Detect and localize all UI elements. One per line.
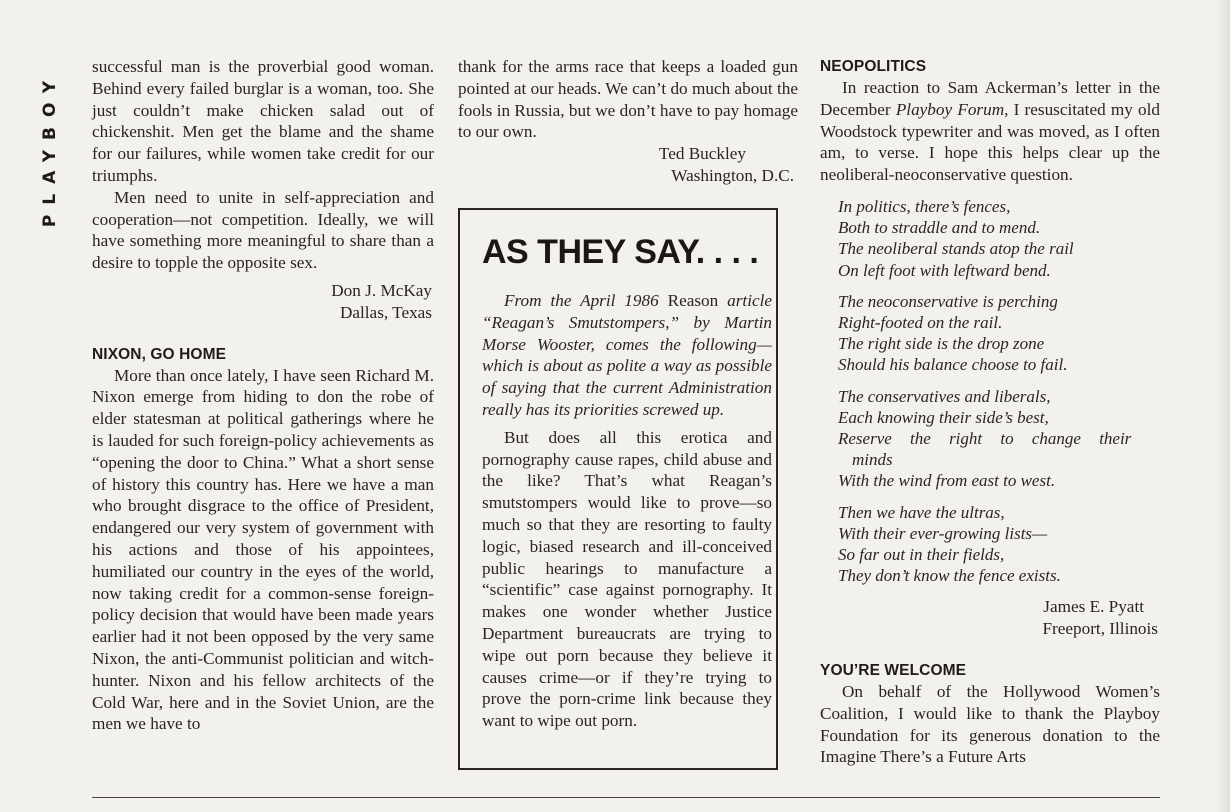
poem-line: minds xyxy=(852,450,893,470)
letter-paragraph: In reaction to Sam Ackerman’s letter in the December Playboy Forum, I resuscitated my old Woodstock typewriter and was moved, as I often am, to verse. I hope this helps clear up the neoliberal-neoconservative question. xyxy=(820,78,1160,185)
masthead-vertical xyxy=(38,54,62,244)
poem-line: The neoliberal stands atop the rail xyxy=(838,239,1074,259)
letter-paragraph: thank for the arms race that keeps a loaded gun pointed at our heads. We can’t do much about the fools in Russia, but we don’t have to pay homage to our own. xyxy=(458,57,798,142)
poem-line: They don’t know the fence exists. xyxy=(838,566,1061,586)
poem-line: The conservatives and liberals, xyxy=(838,386,1051,406)
poem-stanza xyxy=(838,291,1160,376)
column-2 xyxy=(458,56,798,187)
signature-name: Don J. McKay xyxy=(331,280,432,300)
letter-signature xyxy=(92,280,432,324)
sidebar-box xyxy=(458,208,778,770)
poem-line: Each knowing their side’s best, xyxy=(838,407,1049,427)
section-heading: NIXON, GO HOME xyxy=(92,345,227,363)
poem-line: Both to straddle and to mend. xyxy=(838,218,1041,238)
letter-signature xyxy=(820,596,1158,640)
poem-line: Reserve the right to change their xyxy=(838,429,1132,449)
poem-stanza xyxy=(838,196,1160,281)
section-heading: YOU’RE WELCOME xyxy=(820,662,967,680)
poem-stanza xyxy=(838,502,1160,587)
signature-name: James E. Pyatt xyxy=(1043,597,1144,617)
letter-paragraph: Men need to unite in self-appreciation and cooperation—not competition. Ideally, we will have something more meaningful to share than a desire to topple the opposite sex. xyxy=(92,187,434,273)
letter-signature xyxy=(458,143,794,187)
page-edge-shadow xyxy=(1216,0,1230,812)
poem-line: Right-footed on the rail. xyxy=(838,313,1003,332)
letter-paragraph: successful man is the proverbial good woman. Behind every failed burglar is a woman, too. She just couldn’t make chicken salad out of chickenshit. Men get the blame and the shame for our failures, while women take credit for our triumphs. xyxy=(92,57,434,185)
poem-line: With their ever-growing lists— xyxy=(838,523,1048,543)
box-intro-publication: Reason xyxy=(667,291,719,310)
poem-line: The neoconservative is perching xyxy=(838,291,1058,311)
forum-title: Playboy Forum, xyxy=(895,99,1009,119)
masthead-text: PLAYBOY xyxy=(40,70,60,228)
poem-line: In politics, there’s fences, xyxy=(838,196,1011,216)
letter-paragraph: On behalf of the Hollywood Women’s Coalition, I would like to thank the Playboy Foundation for its generous donation to the Imagine There’s a Future Arts xyxy=(820,682,1160,767)
poem-line: The right side is the drop zone xyxy=(838,334,1045,354)
poem-line: With the wind from east to west. xyxy=(838,471,1056,491)
letter-paragraph: More than once lately, I have seen Richard M. Nixon emerge from hiding to don the robe of elder statesman at political gatherings where he is lauded for such foreign-policy achievements as “opening the door to China.” What a short sense of history this country has. Here we have a man who brought disgrace to the office of President, endangered our very system of government with his actions and those of his appointees, humiliated our country in the eyes of the world, now taking credit for a common-sense foreign-policy decision that would have been made years earlier had it not been opposed by the very same Nixon, the anti-Communist politician and witch-hunter. Nixon and his fellow architects of the Cold War, here and in the Soviet Union, are the men we have to xyxy=(92,365,434,734)
section-heading: NEOPOLITICS xyxy=(820,58,927,75)
poem-line: So far out in their fields, xyxy=(838,545,1005,565)
box-intro: From the April 1986 Reason article “Reagan’s Smutstompers,” by Martin Morse Wooster, comes the following—which is about as polite a way as possible of saying that the current Administration really has its priorities screwed up. xyxy=(482,291,772,419)
poem xyxy=(838,196,1160,586)
poem-line: On left foot with leftward bend. xyxy=(838,260,1051,280)
poem-line: Should his balance choose to fail. xyxy=(838,355,1068,375)
signature-place: Dallas, Texas xyxy=(339,302,432,322)
column-1 xyxy=(92,56,434,735)
box-title: AS THEY SAY. . . . xyxy=(482,233,759,271)
bottom-rule xyxy=(92,797,1160,798)
signature-place: Washington, D.C. xyxy=(671,165,794,185)
signature-place: Freeport, Illinois xyxy=(1042,619,1158,639)
column-3 xyxy=(820,56,1160,768)
signature-name: Ted Buckley xyxy=(658,144,746,164)
box-body: But does all this erotica and pornography cause rapes, child abuse and the like? That’s what Reagan’s smutstompers would like to prove—so much so that they are resorting to faulty logic, biased research and ill-conceived public hearings to manufacture a “scientific” case against pornography. It makes one wonder whether Justice Department bureaucrats are trying to wipe out porn because they believe it causes crime—or if they’re trying to prove the porn-crime link because they want to wipe out porn. xyxy=(482,427,772,731)
poem-line: Then we have the ultras, xyxy=(838,502,1005,522)
poem-stanza xyxy=(838,386,1160,492)
